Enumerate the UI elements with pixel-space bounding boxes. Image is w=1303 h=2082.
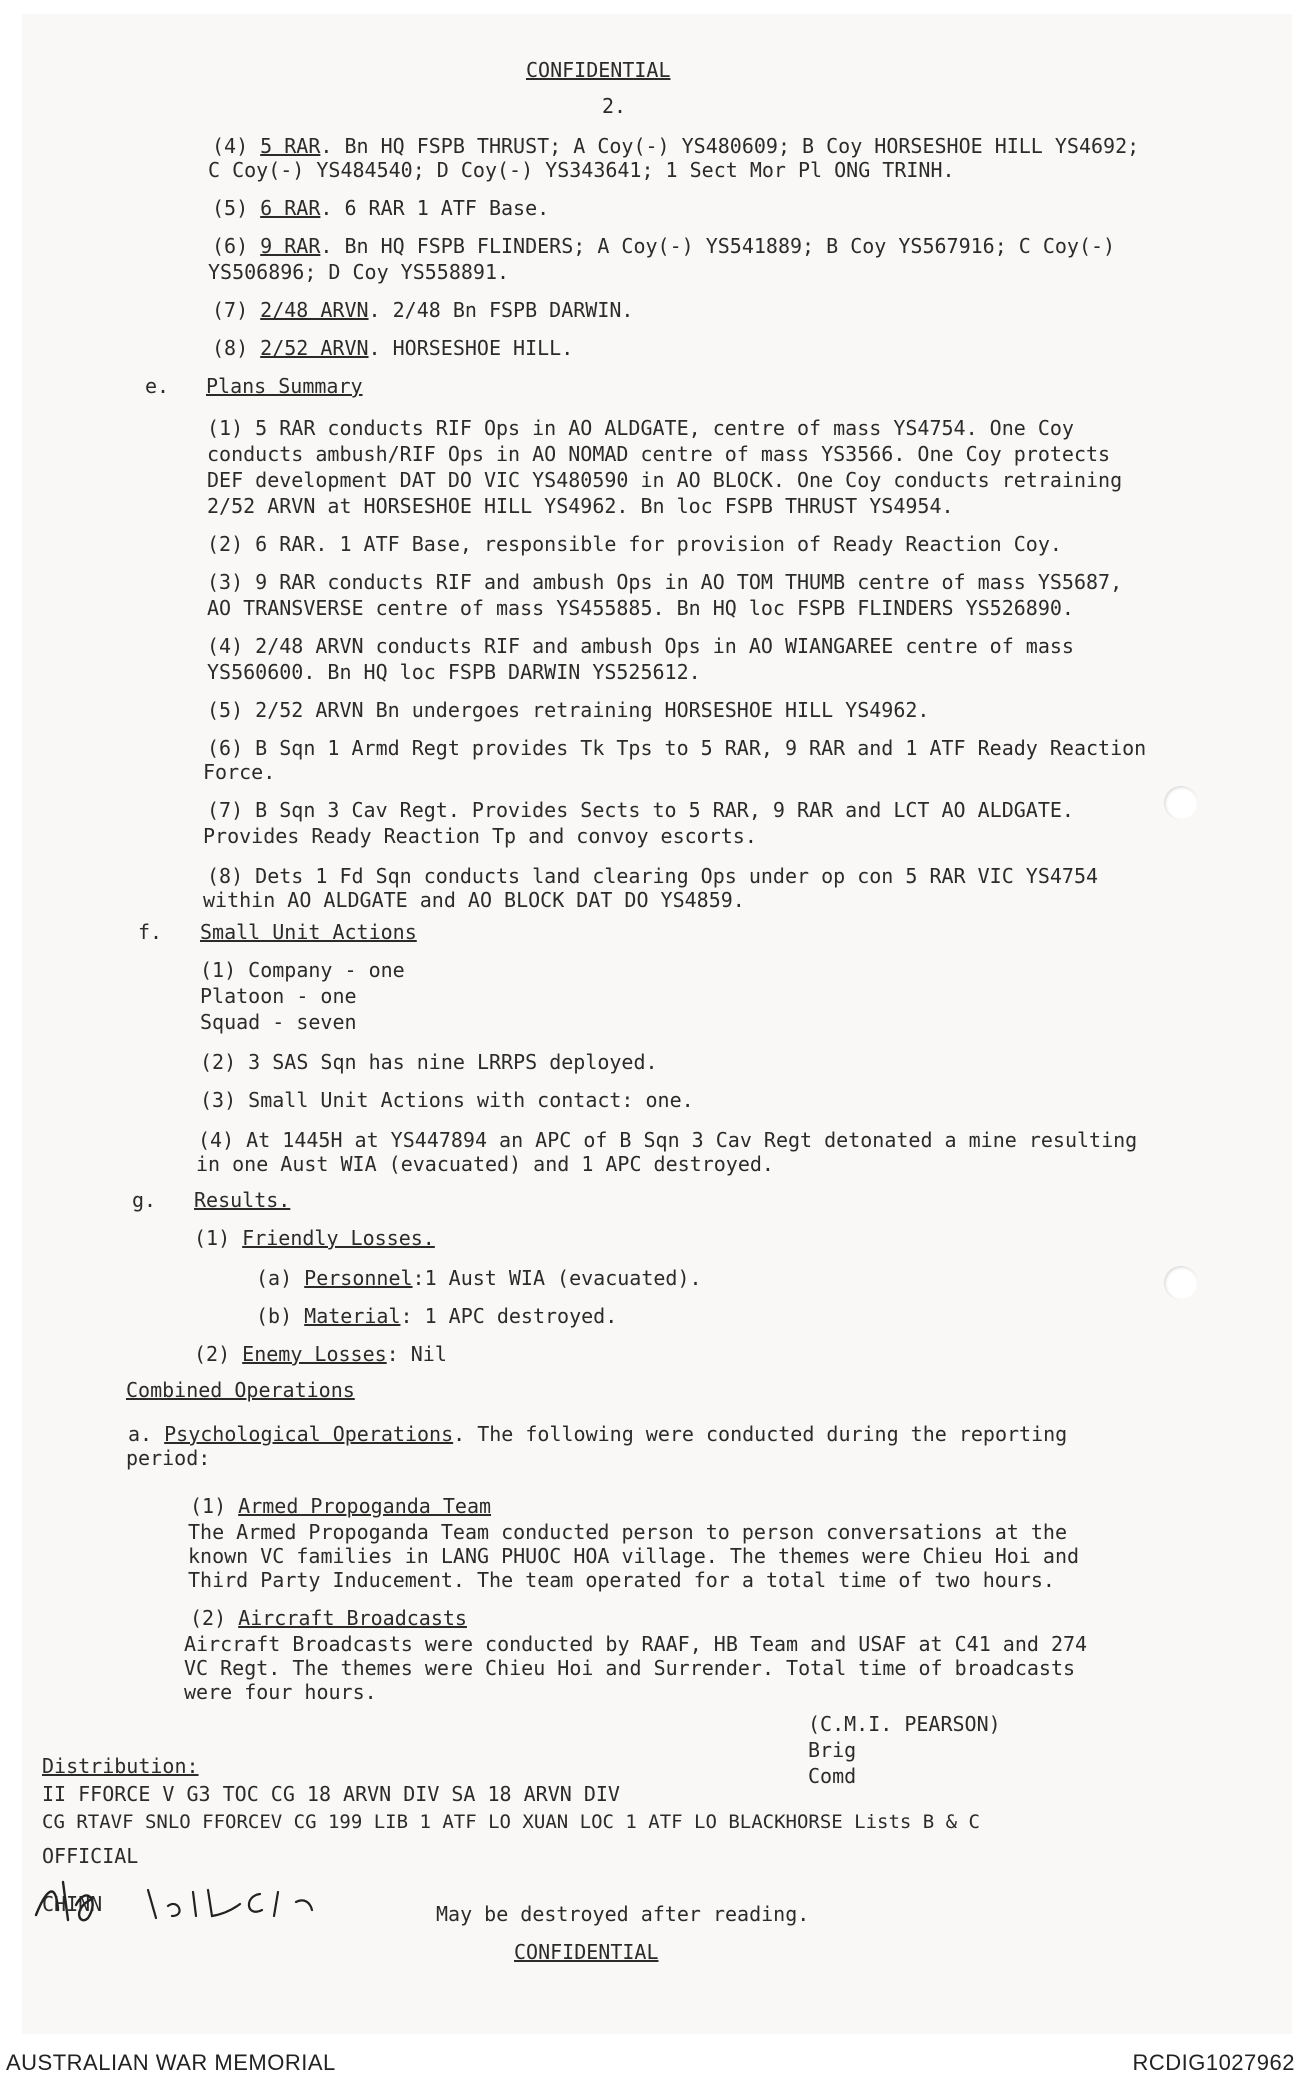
small-unit-2: (2) 3 SAS Sqn has nine LRRPS deployed.: [200, 1050, 658, 1074]
armed-propaganda-line-2: known VC families in LANG PHUOC HOA village. The themes were Chieu Hoi and: [188, 1544, 1080, 1568]
destroy-notice: May be destroyed after reading.: [436, 1902, 810, 1926]
footer-reference: RCDIG1027962: [1132, 2050, 1295, 2075]
small-unit-3: (3) Small Unit Actions with contact: one.: [200, 1088, 694, 1112]
results-enemy-losses: (2) Enemy Losses: Nil: [194, 1342, 447, 1366]
location-7: (7) 2/48 ARVN. 2/48 Bn FSPB DARWIN.: [212, 298, 634, 322]
plan-5: (5) 2/52 ARVN Bn undergoes retraining HORSESHOE HILL YS4962.: [207, 698, 930, 722]
plan-6-line-1: (6) B Sqn 1 Armd Regt provides Tk Tps to 5 RAR, 9 RAR and 1 ATF Ready Reaction: [207, 736, 1147, 760]
page-number: 2.: [602, 94, 627, 118]
plan-1-line-3: DEF development DAT DO VIC YS480590 in AO BLOCK. One Coy conducts retraining: [207, 468, 1123, 492]
location-6-cont: YS506896; D Coy YS558891.: [208, 260, 510, 284]
punch-hole-upper: [1164, 786, 1198, 820]
results-personnel: (a) Personnel:1 Aust WIA (evacuated).: [256, 1266, 702, 1290]
small-unit-4-line-1: (4) At 1445H at YS447894 an APC of B Sqn 3 Cav Regt detonated a mine resulting: [198, 1128, 1138, 1152]
plans-letter: e.: [145, 374, 170, 398]
plan-3-line-1: (3) 9 RAR conducts RIF and ambush Ops in AO TOM THUMB centre of mass YS5687,: [207, 570, 1123, 594]
archive-footer: [0, 2040, 1303, 2082]
plan-8-line-1: (8) Dets 1 Fd Sqn conducts land clearing Ops under op con 5 RAR VIC YS4754: [207, 864, 1099, 888]
small-unit-1-company: (1) Company - one: [200, 958, 405, 982]
classification-top: CONFIDENTIAL: [526, 58, 671, 82]
plan-4-line-2: YS560600. Bn HQ loc FSPB DARWIN YS525612.: [207, 660, 701, 684]
classification-bottom: CONFIDENTIAL: [514, 1940, 659, 1964]
signature-role: Comd: [808, 1764, 857, 1788]
small-unit-1-platoon: Platoon - one: [200, 984, 357, 1008]
plan-1-line-4: 2/52 ARVN at HORSESHOE HILL YS4962. Bn loc FSPB THRUST YS4954.: [207, 494, 954, 518]
aircraft-broadcasts-line-1: Aircraft Broadcasts were conducted by RAAF, HB Team and USAF at C41 and 274: [184, 1632, 1088, 1656]
plan-2: (2) 6 RAR. 1 ATF Base, responsible for provision of Ready Reaction Coy.: [207, 532, 1062, 556]
combined-ops-heading: Combined Operations: [126, 1378, 355, 1402]
official-label: OFFICIAL: [42, 1844, 139, 1868]
plan-1-line-2: conducts ambush/RIF Ops in AO NOMAD centre of mass YS3566. One Coy protects: [207, 442, 1111, 466]
distribution-line-2: CG RTAVF SNLO FFORCEV CG 199 LIB 1 ATF LO XUAN LOC 1 ATF LO BLACKHORSE Lists B & C: [42, 1811, 980, 1833]
location-5: (5) 6 RAR. 6 RAR 1 ATF Base.: [212, 196, 550, 220]
handwritten-signature: [28, 1870, 348, 1930]
aircraft-broadcasts-line-2: VC Regt. The themes were Chieu Hoi and Surrender. Total time of broadcasts: [184, 1656, 1076, 1680]
location-4: (4) 5 RAR. Bn HQ FSPB THRUST; A Coy(-) YS480609; B Coy HORSESHOE HILL YS4692;: [212, 134, 1140, 158]
location-4-cont: C Coy(-) YS484540; D Coy(-) YS343641; 1 Sect Mor Pl ONG TRINH.: [208, 158, 955, 182]
location-8: (8) 2/52 ARVN. HORSESHOE HILL.: [212, 336, 574, 360]
results-material: (b) Material: 1 APC destroyed.: [256, 1304, 618, 1328]
footer-institution: AUSTRALIAN WAR MEMORIAL: [6, 2050, 336, 2075]
psyops-line-2: period:: [126, 1446, 211, 1470]
results-friendly-losses: (1) Friendly Losses.: [194, 1226, 435, 1250]
plan-4-line-1: (4) 2/48 ARVN conducts RIF and ambush Ops in AO WIANGAREE centre of mass: [207, 634, 1074, 658]
chinn-label: CHINN: [42, 1892, 103, 1916]
small-unit-heading: Small Unit Actions: [200, 920, 417, 944]
small-unit-1-squad: Squad - seven: [200, 1010, 357, 1034]
armed-propaganda-line-3: Third Party Inducement. The team operated for a total time of two hours.: [188, 1568, 1055, 1592]
aircraft-broadcasts-line-3: were four hours.: [184, 1680, 377, 1704]
small-unit-letter: f.: [138, 920, 163, 944]
plans-heading: Plans Summary: [206, 374, 363, 398]
signature-rank: Brig: [808, 1738, 857, 1762]
armed-propaganda-heading: (1) Armed Propoganda Team: [190, 1494, 492, 1518]
distribution-line-1: II FFORCE V G3 TOC CG 18 ARVN DIV SA 18 ARVN DIV: [42, 1782, 620, 1806]
signature-name: (C.M.I. PEARSON): [808, 1712, 1001, 1736]
psyops-line-1: a. Psychological Operations. The following were conducted during the reporting: [128, 1422, 1068, 1446]
results-heading: Results.: [194, 1188, 291, 1212]
plan-1-line-1: (1) 5 RAR conducts RIF Ops in AO ALDGATE, centre of mass YS4754. One Coy: [207, 416, 1074, 440]
plan-7-line-1: (7) B Sqn 3 Cav Regt. Provides Sects to 5 RAR, 9 RAR and LCT AO ALDGATE.: [207, 798, 1074, 822]
plan-7-line-2: Provides Ready Reaction Tp and convoy escorts.: [203, 824, 757, 848]
location-6: (6) 9 RAR. Bn HQ FSPB FLINDERS; A Coy(-) YS541889; B Coy YS567916; C Coy(-): [212, 234, 1116, 258]
plan-3-line-2: AO TRANSVERSE centre of mass YS455885. Bn HQ loc FSPB FLINDERS YS526890.: [207, 596, 1074, 620]
results-letter: g.: [132, 1188, 157, 1212]
plan-6-line-2: Force.: [203, 760, 276, 784]
distribution-heading: Distribution:: [42, 1754, 199, 1778]
aircraft-broadcasts-heading: (2) Aircraft Broadcasts: [190, 1606, 467, 1630]
armed-propaganda-line-1: The Armed Propoganda Team conducted person to person conversations at the: [188, 1520, 1067, 1544]
plan-8-line-2: within AO ALDGATE and AO BLOCK DAT DO YS4859.: [203, 888, 745, 912]
punch-hole-lower: [1164, 1266, 1198, 1300]
small-unit-4-line-2: in one Aust WIA (evacuated) and 1 APC destroyed.: [196, 1152, 774, 1176]
